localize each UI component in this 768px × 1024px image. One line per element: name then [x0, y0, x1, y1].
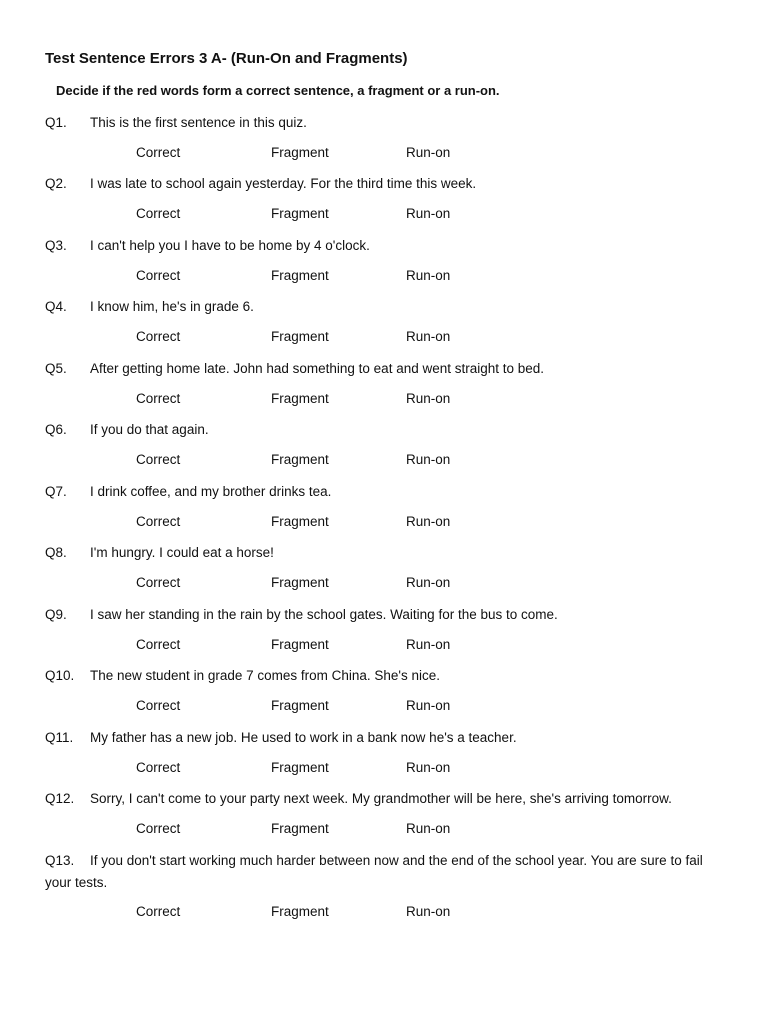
option-correct[interactable]: Correct: [136, 205, 181, 221]
question-sentence: I know him, he's in grade 6.: [90, 299, 254, 314]
option-correct[interactable]: Correct: [136, 759, 181, 775]
question-line: [45, 727, 725, 749]
option-fragment[interactable]: Fragment: [271, 904, 329, 919]
question-sentence: I was late to school again yesterday. For the third time this week.: [90, 176, 477, 191]
answer-options: [45, 204, 725, 224]
question-item: [45, 604, 725, 655]
question-sentence: I can't help you I have to be home by 4 o'clock.: [90, 238, 370, 253]
option-correct[interactable]: Correct: [136, 144, 181, 160]
question-sentence: My father has a new job. He used to work in a bank now he's a teacher.: [90, 730, 517, 745]
option-fragment[interactable]: Fragment: [271, 513, 329, 529]
option-correct[interactable]: Correct: [136, 904, 181, 919]
question-line: [45, 112, 725, 134]
option-fragment[interactable]: Fragment: [271, 205, 329, 221]
option-correct[interactable]: Correct: [136, 574, 181, 590]
question-number: Q10.: [45, 668, 75, 683]
question-item: [45, 727, 725, 778]
question-number: Q11.: [45, 730, 74, 745]
option-fragment[interactable]: Fragment: [271, 574, 329, 590]
question-sentence: The new student in grade 7 comes from China. She's nice.: [90, 668, 441, 683]
option-run-on[interactable]: Run-on: [406, 904, 451, 919]
question-line: [45, 173, 725, 195]
question-line: [45, 235, 725, 257]
question-sentence: I saw her standing in the rain by the school gates. Waiting for the bus to come.: [90, 607, 558, 622]
answer-options: [45, 512, 725, 532]
answer-options: [45, 143, 725, 163]
option-run-on[interactable]: Run-on: [406, 759, 451, 775]
answer-options: [45, 635, 725, 655]
option-run-on[interactable]: Run-on: [406, 697, 451, 713]
answer-options: [45, 389, 725, 409]
answer-options: [45, 696, 725, 716]
option-run-on[interactable]: Run-on: [406, 636, 451, 652]
question-item: [45, 419, 725, 470]
question-item: [45, 481, 725, 532]
question-sentence: After getting home late. John had something to eat and went straight to bed.: [90, 361, 545, 376]
question-number: Q5.: [45, 361, 67, 376]
question-number: Q2.: [45, 176, 67, 191]
question-number: Q4.: [45, 299, 67, 314]
option-run-on[interactable]: Run-on: [406, 513, 451, 529]
answer-options: [45, 573, 725, 593]
question-sentence: This is the first sentence in this quiz.: [90, 115, 307, 130]
question-line: [45, 296, 725, 318]
question-sentence: Sorry, I can't come to your party next week. My grandmother will be here, she's arriving tomorrow.: [90, 791, 672, 806]
question-item: [45, 235, 725, 286]
question-item: [45, 850, 725, 922]
question-sentence: If you don't start working much harder between now and the end of the school year. You are sure to fail your tests.: [45, 853, 703, 890]
answer-options: [45, 450, 725, 470]
option-run-on[interactable]: Run-on: [406, 820, 451, 836]
option-correct[interactable]: Correct: [136, 820, 181, 836]
question-line: [45, 665, 725, 687]
question-item: [45, 173, 725, 224]
option-correct[interactable]: Correct: [136, 513, 181, 529]
option-fragment[interactable]: Fragment: [271, 144, 329, 160]
question-sentence: I'm hungry. I could eat a horse!: [90, 545, 274, 560]
question-item: [45, 112, 725, 163]
question-number: Q9.: [45, 607, 67, 622]
question-number: Q6.: [45, 422, 67, 437]
question-line: [45, 481, 725, 503]
option-fragment[interactable]: Fragment: [271, 451, 329, 467]
question-line: [45, 358, 725, 380]
option-correct[interactable]: Correct: [136, 636, 181, 652]
option-correct[interactable]: Correct: [136, 328, 181, 344]
option-run-on[interactable]: Run-on: [406, 205, 451, 221]
option-run-on[interactable]: Run-on: [406, 390, 451, 406]
option-fragment[interactable]: Fragment: [271, 636, 329, 652]
option-fragment[interactable]: Fragment: [271, 697, 329, 713]
instructions: Decide if the red words form a correct sentence, a fragment or a run-on.: [56, 83, 500, 98]
option-run-on[interactable]: Run-on: [406, 328, 451, 344]
question-line: [45, 419, 725, 441]
answer-options: [45, 327, 725, 347]
option-run-on[interactable]: Run-on: [406, 451, 451, 467]
question-line: [45, 542, 725, 564]
question-line: [45, 604, 725, 626]
question-item: [45, 358, 725, 409]
option-correct[interactable]: Correct: [136, 390, 181, 406]
question-number: Q1.: [45, 115, 67, 130]
option-fragment[interactable]: Fragment: [271, 267, 329, 283]
option-correct[interactable]: Correct: [136, 451, 181, 467]
question-line: [45, 788, 725, 810]
option-correct[interactable]: Correct: [136, 267, 181, 283]
question-number: Q12.: [45, 791, 75, 806]
option-fragment[interactable]: Fragment: [271, 820, 329, 836]
answer-options: [45, 902, 725, 922]
answer-options: [45, 819, 725, 839]
question-number: Q3.: [45, 238, 67, 253]
option-fragment[interactable]: Fragment: [271, 328, 329, 344]
option-correct[interactable]: Correct: [136, 697, 181, 713]
question-item: [45, 665, 725, 716]
question-number: Q13.: [45, 853, 75, 868]
answer-options: [45, 266, 725, 286]
option-run-on[interactable]: Run-on: [406, 144, 451, 160]
question-sentence: I drink coffee, and my brother drinks tea.: [90, 484, 332, 499]
answer-options: [45, 758, 725, 778]
option-fragment[interactable]: Fragment: [271, 759, 329, 775]
question-item: [45, 296, 725, 347]
question-sentence: If you do that again.: [90, 422, 209, 437]
question-item: [45, 788, 725, 839]
question-number: Q7.: [45, 484, 67, 499]
question-item: [45, 542, 725, 593]
worksheet-title: Test Sentence Errors 3 A- (Run-On and Fragments): [45, 50, 408, 67]
option-run-on[interactable]: Run-on: [406, 574, 451, 590]
option-run-on[interactable]: Run-on: [406, 267, 451, 283]
question-line: [45, 850, 725, 893]
question-number: Q8.: [45, 545, 67, 560]
option-fragment[interactable]: Fragment: [271, 390, 329, 406]
